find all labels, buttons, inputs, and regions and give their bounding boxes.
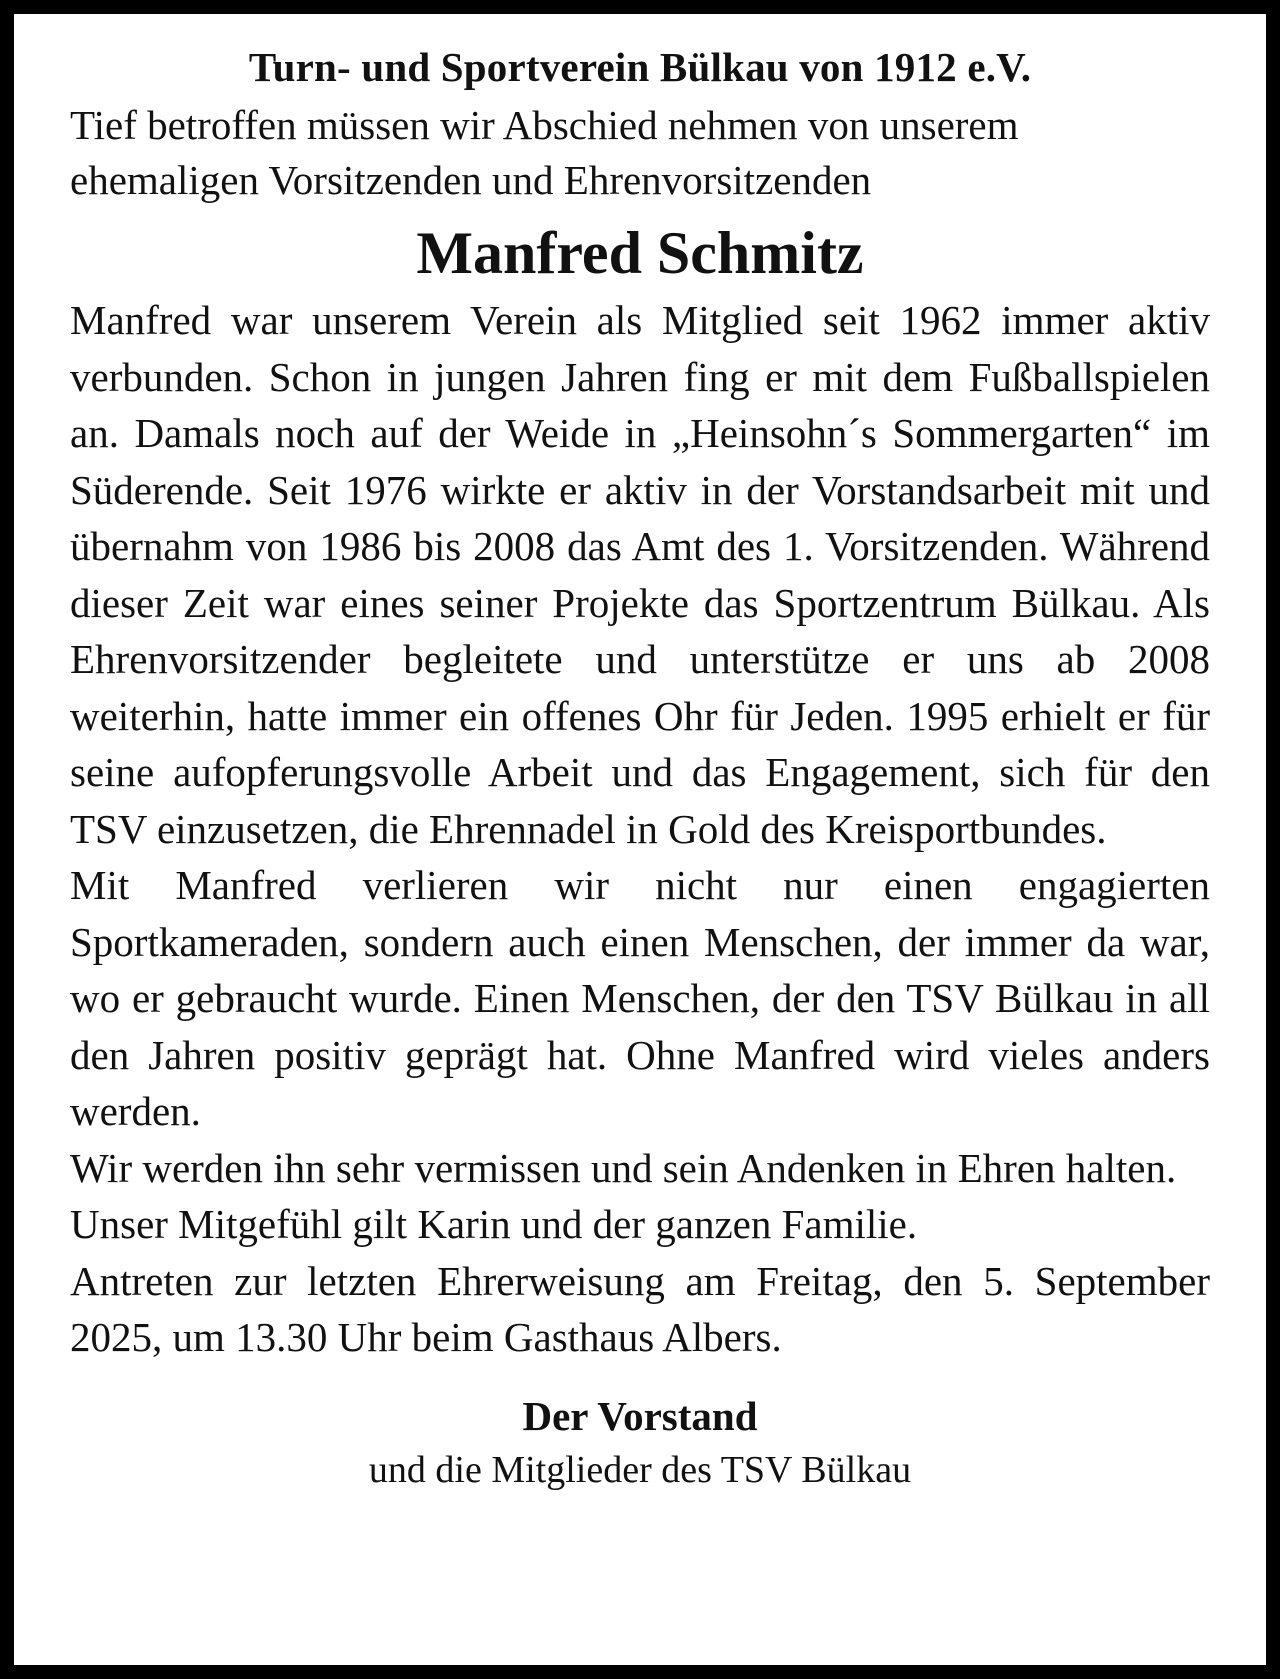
deceased-name: Manfred Schmitz <box>416 220 864 286</box>
signature-board: Der Vorstand <box>522 1392 758 1439</box>
paragraph-condolence: Unser Mitgefühl gilt Karin und der ganzen Familie. <box>70 1201 918 1247</box>
paragraph-service-details: Antreten zur letzten Ehrerweisung am Freitag, den 5. September 2025, um 13.30 Uhr beim Gasthaus Albers. <box>70 1257 1210 1360</box>
organization-heading: Turn- und Sportverein Bülkau von 1912 e.V. <box>248 44 1032 90</box>
paragraph-biography: Manfred war unserem Verein als Mitglied seit 1962 immer aktiv verbunden. Schon in jungen Jahren fing er mit dem Fußballspielen an. Damals noch auf der Weide in „Heinsohn´s Sommergarten“ im Süderende. Seit 1976 wirkte er aktiv in der Vorstandsarbeit mit und übernahm von 1986 bis 2008 das Amt des 1. Vorsitzenden. Während dieser Zeit war eines seiner Projekte das Sportzentrum Bülkau. Als Ehrenvorsitzender begleitete und unterstütze er uns ab 2008 weiterhin, hatte immer ein offenes Ohr für Jeden. 1995 erhielt er für seine aufopferungsvolle Arbeit und das Engagement, sich für den TSV einzusetzen, die Ehrennadel in Gold des Kreisportbundes. <box>70 297 1210 852</box>
paragraph-tribute: Mit Manfred verlieren wir nicht nur einen engagierten Sportkameraden, sondern auch einen Menschen, der immer da war, wo er gebraucht wurde. Einen Menschen, der den TSV Bülkau in all den Jahren positiv geprägt hat. Ohne Manfred wird vieles anders werden. <box>70 862 1210 1134</box>
intro-text: Tief betroffen müssen wir Abschied nehmen von unserem ehemaligen Vorsitzenden und Ehrenvorsitzenden <box>70 102 1019 203</box>
paragraph-remembrance: Wir werden ihn sehr vermissen und sein Andenken in Ehren halten. <box>70 1144 1177 1191</box>
signature-members: und die Mitglieder des TSV Bülkau <box>368 1448 912 1491</box>
